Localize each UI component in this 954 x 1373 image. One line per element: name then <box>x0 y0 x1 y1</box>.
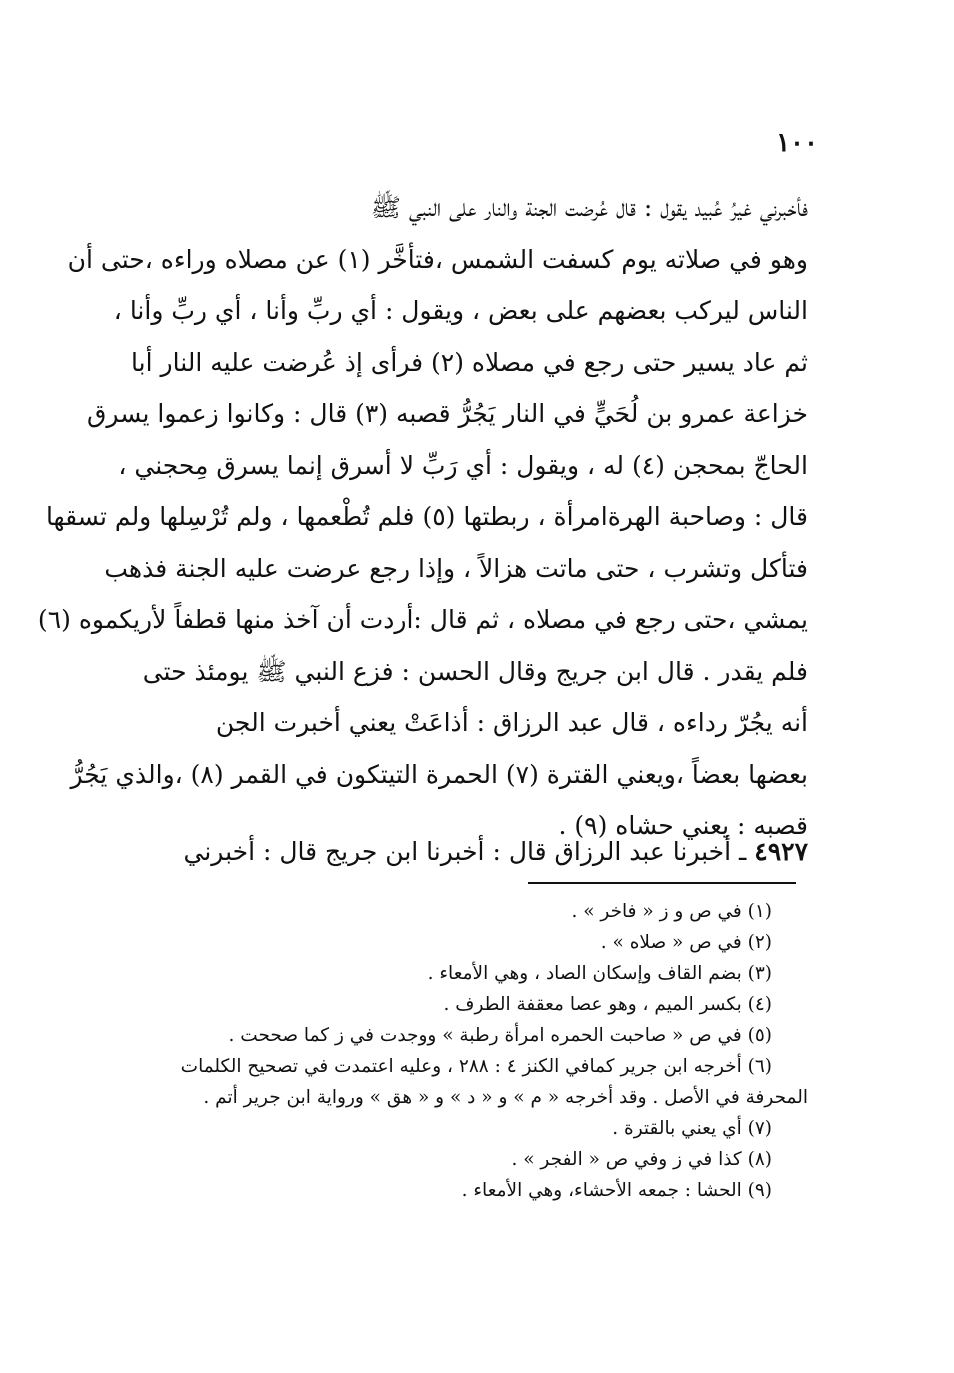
text-line: بعضها بعضاً ،ويعني القترة (٧) الحمرة التيتكون في القمر (٨) ،والذي يَجُرُّ <box>70 759 808 789</box>
text-line: ثم عاد يسير حتى رجع في مصلاه (٢) فرأى إذ عُرضت عليه النار أبا <box>131 347 808 377</box>
footnote: (٢) في ص « صلاه » . <box>600 932 772 953</box>
text-line: قصبه : يعني حشاه (٩) . <box>558 811 808 840</box>
text-line: قال : وصاحبة الهرةامرأة ، ربطتها (٥) فلم تُطْعمها ، ولم تُرْسِلها ولم تسقها <box>45 502 808 531</box>
body-text <box>37 182 808 852</box>
footnote: (٤) بكسر الميم ، وهو عصا معقفة الطرف . <box>443 994 772 1015</box>
text-line: الناس ليركب بعضهم على بعض ، ويقول : أي ربِّ وأنا ، أي ربِّ وأنا ، <box>113 296 808 325</box>
text-line: خزاعة عمرو بن لُحَيٍّ في النار يَجُرُّ قصبه (٣) قال : وكانوا زعموا يسرق <box>87 399 808 428</box>
hadith-text: ـ أخبرنا عبد الرزاق قال : أخبرنا ابن جريج قال : أخبرني <box>183 837 747 866</box>
footnote: (٧) أي يعني بالقترة . <box>612 1118 772 1139</box>
footnote: (١) في ص و ز « فاخر » . <box>571 901 772 922</box>
page-number: ١٠٠ <box>776 128 818 158</box>
text-line: الحاجّ بمحجن (٤) له ، ويقول : أي رَبِّ لا أسرق إنما يسرق مِحجني ، <box>118 450 808 480</box>
text-line: فأخبرني غيرُ عُبيد يقول : قال عُرضت الجنة والنار على النبي ﷺ <box>370 193 808 222</box>
text-line: فلم يقدر . قال ابن جريج وقال الحسن : فزع النبي ﷺ يومئذ حتى <box>142 656 808 686</box>
hadith-heading <box>128 826 808 877</box>
footnote: (٨) كذا في ز وفي ص « الفجر » . <box>511 1149 772 1170</box>
hadith-number: ٤٩٢٧ <box>754 837 808 866</box>
text-line: فتأكل وتشرب ، حتى ماتت هزالاً ، وإذا رجع عرضت عليه الجنة فذهب <box>104 553 808 583</box>
text-line: يمشي ،حتى رجع في مصلاه ، ثم قال :أردت أن آخذ منها قطفاً لأريكموه (٦) <box>37 605 808 634</box>
text-line: وهو في صلاته يوم كسفت الشمس ،فتأخَّر (١) عن مصلاه وراءه ،حتى أن <box>67 244 808 274</box>
footnote: (٦) أخرجه ابن جرير كمافي الكنز ٤ : ٢٨٨ ، وعليه اعتمدت في تصحيح الكلمات <box>180 1056 772 1077</box>
footnote-divider <box>528 882 796 884</box>
footnote: (٣) بضم القاف وإسكان الصاد ، وهي الأمعاء . <box>427 963 772 984</box>
footnote-continuation: المحرفة في الأصل . وقد أخرجه « م » و « د » و « هق » ورواية ابن جرير أتم . <box>203 1087 808 1108</box>
text-line: أنه يجُرّ رداءه ، قال عبد الرزاق : أذاعَتْ يعني أخبرت الجن <box>215 708 808 737</box>
footnotes <box>128 896 808 1206</box>
footnote: (٥) في ص « صاحبت الحمره امرأة رطبة » ووجدت في ز كما صححت . <box>228 1025 772 1046</box>
footnote: (٩) الحشا : جمعه الأحشاء، وهي الأمعاء . <box>461 1180 772 1201</box>
